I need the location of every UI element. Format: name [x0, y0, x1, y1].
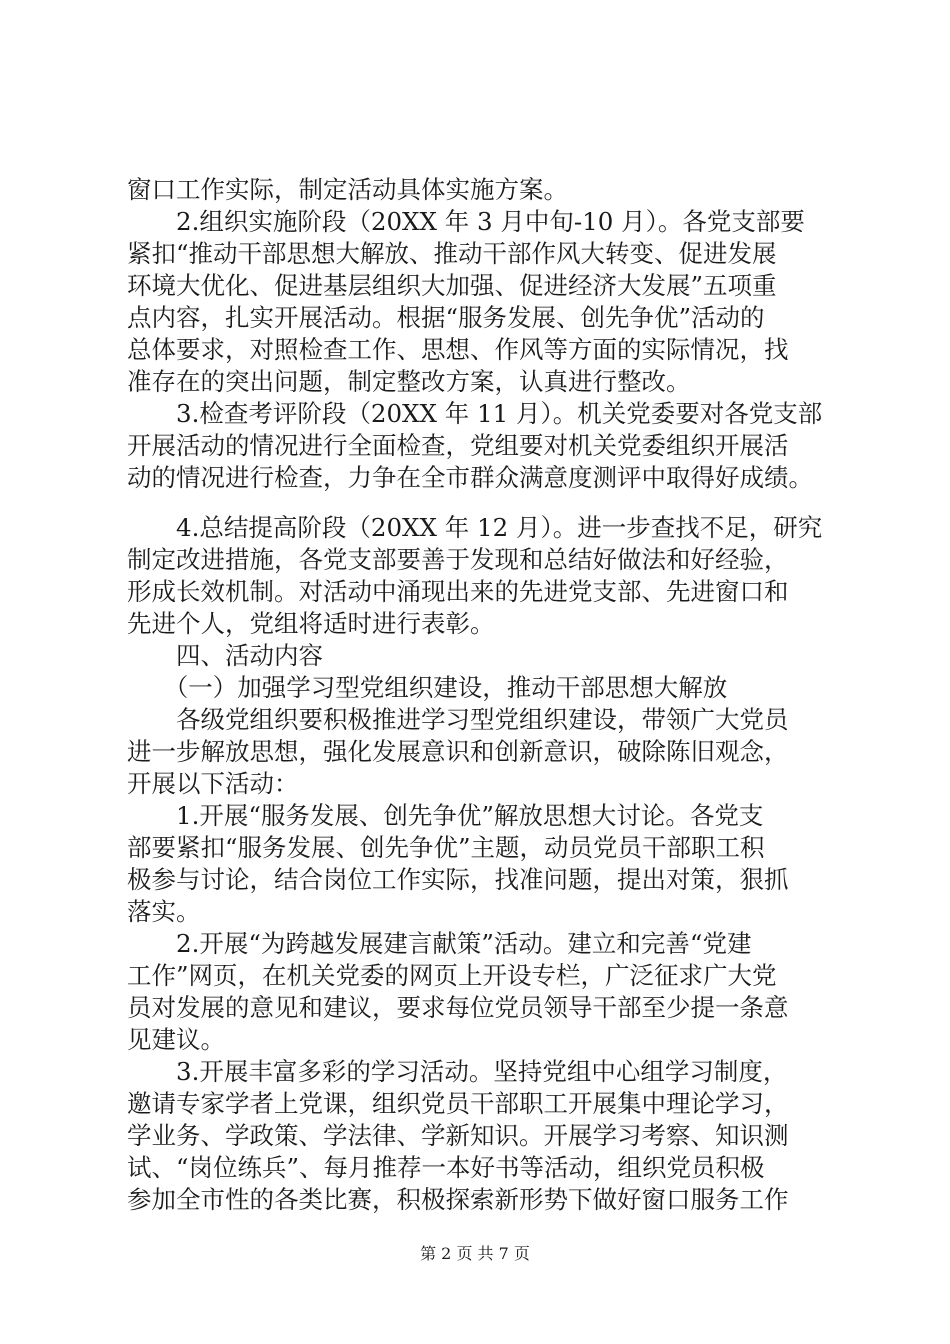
- text-line: 点内容，扎实开展活动。根据“服务发展、创先争优”活动的: [127, 303, 765, 332]
- text-line: 1.开展“服务发展、创先争优”解放思想大讨论。各党支: [127, 801, 764, 830]
- section-heading: 四、活动内容: [127, 641, 323, 670]
- text-line: 紧扣“推动干部思想大解放、推动干部作风大转变、促进发展: [127, 239, 777, 268]
- text-line: 极参与讨论，结合岗位工作实际，找准问题，提出对策，狠抓: [127, 865, 789, 894]
- text-line: 形成长效机制。对活动中涌现出来的先进党支部、先进窗口和: [127, 577, 789, 606]
- text-line: 4.总结提高阶段（20XX 年 12 月）。进一步查找不足，研究: [127, 513, 823, 542]
- text-line: 准存在的突出问题，制定整改方案，认真进行整改。: [127, 367, 691, 396]
- text-line: 制定改进措施，各党支部要善于发现和总结好做法和好经验，: [127, 545, 789, 574]
- text-line: 各级党组织要积极推进学习型党组织建设，带领广大党员: [127, 705, 789, 734]
- text-line: 邀请专家学者上党课，组织党员干部职工开展集中理论学习，: [127, 1089, 789, 1118]
- text-line: 3.开展丰富多彩的学习活动。坚持党组中心组学习制度，: [127, 1057, 788, 1086]
- page-number-footer: 第 2 页 共 7 页: [420, 1244, 530, 1263]
- text-line: 参加全市性的各类比赛，积极探索新形势下做好窗口服务工作: [127, 1185, 789, 1214]
- text-line: 进一步解放思想，强化发展意识和创新意识，破除陈旧观念，: [127, 737, 789, 766]
- text-line: 部要紧扣“服务发展、创先争优”主题，动员党员干部职工积: [127, 833, 765, 862]
- text-line: 工作”网页，在机关党委的网页上开设专栏，广泛征求广大党: [127, 961, 777, 990]
- text-line: 先进个人，党组将适时进行表彰。: [127, 609, 495, 638]
- text-line: 2.组织实施阶段（20XX 年 3 月中旬-10 月）。各党支部要: [127, 207, 805, 236]
- text-line: 总体要求，对照检查工作、思想、作风等方面的实际情况，找: [127, 335, 789, 364]
- subsection-heading: （一）加强学习型党组织建设，推动干部思想大解放: [127, 673, 728, 702]
- text-line: 开展以下活动：: [127, 769, 299, 798]
- text-line: 3.检查考评阶段（20XX 年 11 月）。机关党委要对各党支部: [127, 399, 823, 428]
- text-line: 开展活动的情况进行全面检查，党组要对机关党委组织开展活: [127, 431, 789, 460]
- text-line: 试、“岗位练兵”、每月推荐一本好书等活动，组织党员积极: [127, 1153, 765, 1182]
- text-line: 窗口工作实际，制定活动具体实施方案。: [127, 175, 568, 204]
- text-line: 学业务、学政策、学法律、学新知识。开展学习考察、知识测: [127, 1121, 789, 1150]
- text-line: 动的情况进行检查，力争在全市群众满意度测评中取得好成绩。: [127, 463, 813, 492]
- text-line: 环境大优化、促进基层组织大加强、促进经济大发展”五项重: [127, 271, 777, 300]
- text-line: 2.开展“为跨越发展建言献策”活动。建立和完善“党建: [127, 929, 752, 958]
- text-line: 见建议。: [127, 1025, 225, 1054]
- text-line: 落实。: [127, 897, 201, 926]
- text-line: 员对发展的意见和建议，要求每位党员领导干部至少提一条意: [127, 993, 789, 1022]
